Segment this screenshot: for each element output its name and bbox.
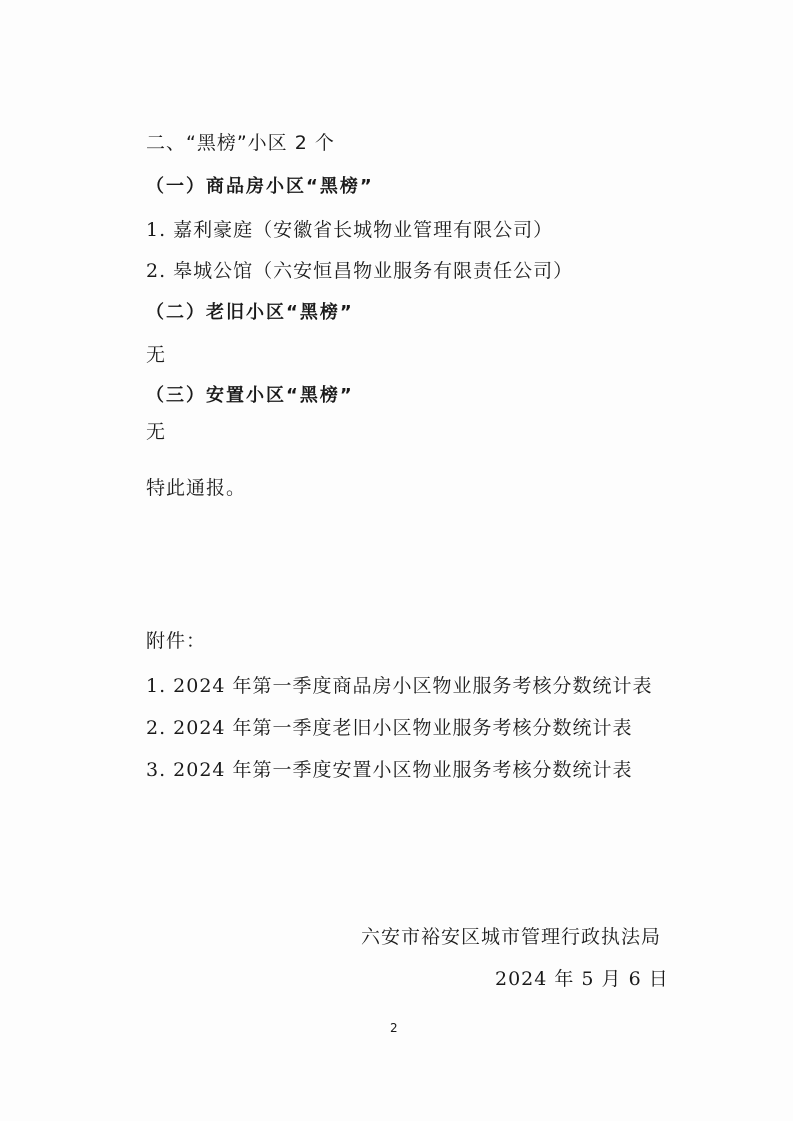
resettlement-content: 无 (146, 421, 167, 443)
attachments-label: 附件： (146, 630, 207, 652)
subsection-heading-commercial: （一）商品房小区“黑榜” (146, 176, 374, 197)
page-number: 2 (390, 1021, 398, 1035)
commercial-item-2: 2. 皋城公馆（六安恒昌物业服务有限责任公司） (146, 260, 574, 282)
subsection-heading-old: （二）老旧小区“黑榜” (146, 302, 354, 323)
attachment-item-3: 3. 2024 年第一季度安置小区物业服务考核分数统计表 (146, 759, 633, 781)
attachment-item-2: 2. 2024 年第一季度老旧小区物业服务考核分数统计表 (146, 717, 633, 739)
closing-text: 特此通报。 (146, 477, 247, 499)
issuer-name: 六安市裕安区城市管理行政执法局 (361, 926, 662, 948)
commercial-item-1: 1. 嘉利豪庭（安徽省长城物业管理有限公司） (146, 219, 554, 241)
issue-date: 2024 年 5 月 6 日 (495, 968, 669, 990)
attachment-item-1: 1. 2024 年第一季度商品房小区物业服务考核分数统计表 (146, 675, 653, 697)
old-content: 无 (146, 344, 167, 366)
section-title: 二、“黑榜”小区 2 个 (146, 132, 335, 154)
subsection-heading-resettlement: （三）安置小区“黑榜” (146, 385, 354, 406)
